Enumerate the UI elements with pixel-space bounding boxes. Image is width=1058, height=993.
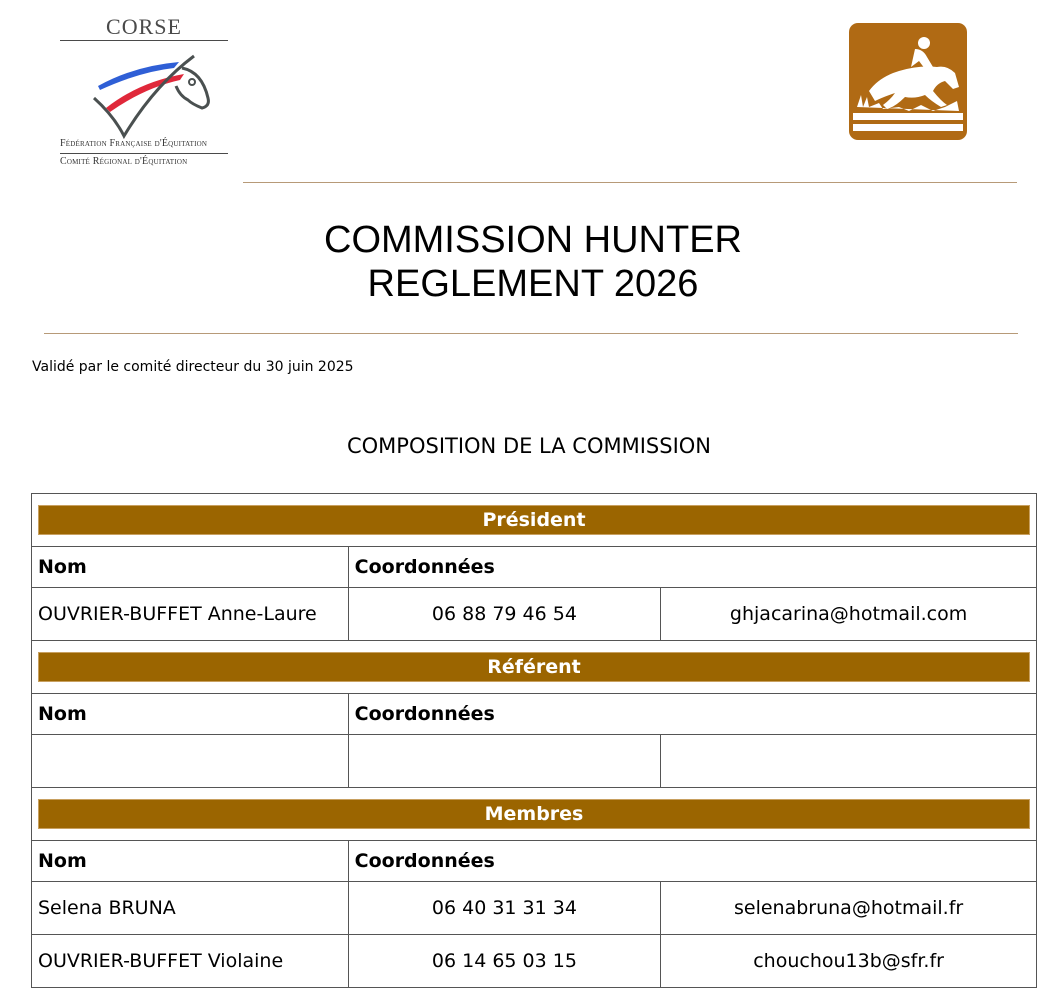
col-header-name: Nom xyxy=(32,841,349,882)
section-title: Membres xyxy=(38,799,1030,829)
horse-head-tricolor-icon xyxy=(84,46,214,146)
member-phone: 06 40 31 31 34 xyxy=(348,882,661,935)
member-name: OUVRIER-BUFFET Anne-Laure xyxy=(32,588,349,641)
member-name xyxy=(32,735,349,788)
member-name: Selena BRUNA xyxy=(32,882,349,935)
member-email xyxy=(661,735,1037,788)
title-line-1: COMMISSION HUNTER xyxy=(324,219,742,261)
show-jumping-logo xyxy=(849,23,967,140)
section-membres xyxy=(32,788,1037,841)
logo-divider xyxy=(60,40,228,41)
table-header-row xyxy=(32,841,1037,882)
col-header-name: Nom xyxy=(32,547,349,588)
member-name: OUVRIER-BUFFET Violaine xyxy=(32,935,349,988)
table-header-row xyxy=(32,694,1037,735)
logo-committee-text: Comité Régional d'Équitation xyxy=(60,156,188,167)
page-title xyxy=(0,218,1058,306)
member-phone xyxy=(348,735,661,788)
section-president xyxy=(32,494,1037,547)
table-header-row xyxy=(32,547,1037,588)
col-header-contact: Coordonnées xyxy=(348,694,1036,735)
table-row xyxy=(32,735,1037,788)
title-line-2: REGLEMENT 2026 xyxy=(367,263,699,305)
logo-divider xyxy=(60,153,228,154)
col-header-contact: Coordonnées xyxy=(348,547,1036,588)
member-email[interactable]: chouchou13b@sfr.fr xyxy=(661,935,1037,988)
logo-region-text: CORSE xyxy=(106,14,182,39)
header-divider xyxy=(243,182,1017,183)
table-row xyxy=(32,935,1037,988)
commission-table xyxy=(31,493,1037,988)
validation-note: Validé par le comité directeur du 30 juin 2025 xyxy=(32,359,354,375)
member-email[interactable]: selenabruna@hotmail.fr xyxy=(661,882,1037,935)
member-email[interactable]: ghjacarina@hotmail.com xyxy=(661,588,1037,641)
section-referent xyxy=(32,641,1037,694)
table-row xyxy=(32,588,1037,641)
title-divider xyxy=(44,333,1018,334)
table-row xyxy=(32,882,1037,935)
member-phone: 06 88 79 46 54 xyxy=(348,588,661,641)
member-phone: 06 14 65 03 15 xyxy=(348,935,661,988)
ffe-corse-logo xyxy=(58,14,230,174)
section-title: Président xyxy=(38,505,1030,535)
logo-federation-text: Fédération Française d'Équitation xyxy=(60,138,208,149)
composition-heading: COMPOSITION DE LA COMMISSION xyxy=(346,434,711,458)
col-header-contact: Coordonnées xyxy=(348,841,1036,882)
col-header-name: Nom xyxy=(32,694,349,735)
show-jumping-horse-icon xyxy=(849,23,967,140)
section-title: Référent xyxy=(38,652,1030,682)
